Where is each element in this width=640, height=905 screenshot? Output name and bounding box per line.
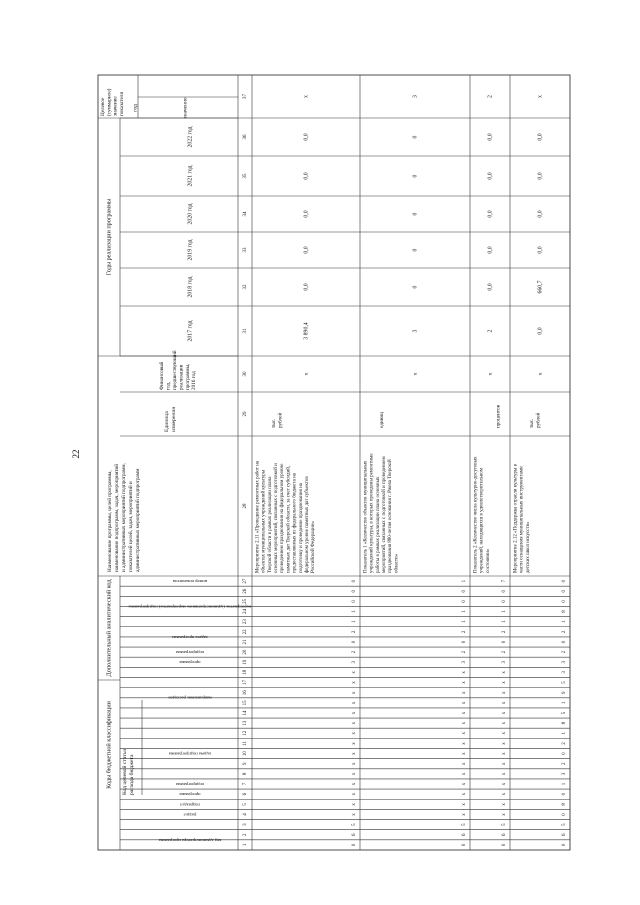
code-cell: х (502, 792, 508, 796)
row-base-value: х (537, 372, 544, 376)
row-target-value: х (537, 95, 544, 98)
code-cell: х (352, 803, 358, 806)
row-year-value: 0,0 (303, 172, 310, 180)
row-unit-line: рублей (535, 412, 542, 428)
row-year-value: 0,0 (537, 210, 544, 218)
code-cell: 0 (502, 640, 508, 644)
code-cell: 2 (462, 650, 468, 654)
column-number: 11 (243, 741, 249, 746)
row-year-value: 0,0 (303, 133, 310, 141)
year-label: 2017 год (187, 320, 194, 342)
row-name-line: Показатель 1 «Количество объектов муниципальных (363, 460, 369, 573)
header-name-line: наименование подпрограмм, задач, мероприятий (114, 463, 121, 572)
column-number: 27 (243, 578, 249, 584)
row-year-value: 0,0 (487, 210, 494, 218)
code-cell: 2 (502, 630, 508, 634)
code-cell: 2 (562, 650, 568, 654)
column-number: 12 (243, 730, 249, 736)
row-target-value: 3 (412, 95, 419, 98)
header-unit-line: Единица (164, 411, 171, 432)
code-cell: х (502, 691, 508, 694)
row-name (255, 460, 316, 573)
code-cell: 1 (352, 620, 358, 623)
header-fin-year-line: Финансовый (159, 361, 166, 390)
code-cell: х (462, 782, 468, 786)
code-cell: х (462, 721, 468, 725)
column-number: 35 (243, 173, 249, 179)
row-year-value: 0,0 (537, 327, 544, 335)
row-unit-line: рублей (277, 412, 284, 428)
header-kbk-target-line: Код целевой статьи (122, 748, 129, 795)
row-year-value: 660,7 (537, 280, 544, 294)
row-name-line: учреждений, находящихся в удовлетворительном (479, 468, 485, 573)
code-cell: х (502, 803, 508, 806)
year-label: 2021 год (187, 165, 194, 187)
row-name-line: проведением празднования на федеральном уровне (280, 463, 286, 573)
code-cell: 0 (562, 579, 568, 583)
code-cell: 2 (562, 742, 568, 745)
row-name-line: празднования 880-летия основания г. Ржева Тверской (388, 459, 394, 573)
row-year-value: 0,0 (303, 246, 310, 254)
code-cell: х (462, 742, 468, 745)
header-target-value: значение (182, 97, 189, 119)
row-base-value: х (487, 372, 494, 376)
code-header-label: направление расходов (168, 695, 212, 701)
code-cell: 1 (502, 610, 508, 613)
column-number: 14 (243, 710, 249, 716)
code-cell: 3 (562, 661, 568, 664)
code-cell: 0 (562, 813, 568, 816)
header-fin-year-line: год, (165, 381, 172, 390)
header-unit-line: измерения (171, 407, 178, 432)
column-number: 24 (243, 609, 249, 615)
row-base-value: х (303, 372, 310, 376)
code-cell: х (502, 732, 508, 735)
code-cell: 5 (462, 823, 468, 826)
row-name-line: состоянии» (485, 548, 491, 573)
row-name-line: работы в рамках реализации плана основных (375, 476, 381, 573)
code-cell: 3 (502, 661, 508, 664)
header-target-line: Целевое (100, 97, 107, 116)
header-years: Годы реализации программы (105, 198, 113, 276)
column-number: 18 (243, 669, 249, 675)
row-name-line: памятных дат Тверской области, за счет субсидий, (286, 465, 292, 573)
row-name-line: объектах муниципальных учреждений культуры (261, 469, 267, 573)
code-cell: 1 (462, 610, 468, 613)
code-cell: 5 (352, 823, 358, 826)
code-cell: х (352, 701, 358, 705)
code-cell: 1 (562, 701, 568, 705)
code-header-label: код администратора программы (158, 837, 222, 843)
code-cell: х (352, 762, 358, 765)
code-cell: 0 (462, 589, 468, 593)
column-number: 22 (243, 629, 249, 635)
header-kbk: Коды бюджетной классификации (105, 701, 113, 789)
code-cell: 3 (352, 661, 358, 664)
code-cell: х (502, 671, 508, 674)
row-year-value: 0,0 (537, 172, 544, 180)
code-cell: 0 (352, 843, 358, 847)
code-cell: 1 (562, 620, 568, 623)
code-header-label: мероприятие (административное мероприятие) подпрограммы (128, 604, 252, 610)
code-header-label: подпрограмма (175, 781, 205, 787)
code-cell: 0 (352, 579, 358, 583)
table-row (255, 95, 357, 846)
column-number: 1 (243, 843, 249, 847)
code-cell: х (462, 792, 468, 796)
code-cell: 9 (562, 691, 568, 694)
code-cell: х (462, 762, 468, 765)
row-year-value: 0 (412, 285, 419, 289)
column-number: 4 (243, 813, 249, 816)
code-cell: 1 (502, 620, 508, 623)
column-number: 26 (243, 588, 249, 594)
code-cell: х (462, 752, 468, 755)
row-unit (495, 404, 501, 428)
code-cell: х (352, 721, 358, 725)
code-cell: х (352, 742, 358, 745)
row-name-line: детских школ искусств» (525, 521, 531, 573)
column-number: 23 (243, 619, 249, 625)
column-number: 2 (243, 833, 249, 837)
code-cell: 7 (502, 579, 508, 583)
row-name-line: Мероприятие 2.11 «Проведение ремонтных работ на (255, 460, 261, 573)
header-fin-year-line: программы, (184, 363, 191, 390)
row-year-value: 0,0 (537, 246, 544, 254)
code-cell: 2 (562, 762, 568, 765)
row-year-value: 0 (412, 174, 419, 178)
column-number: 5 (243, 803, 249, 806)
code-cell: х (352, 681, 358, 684)
row-year-value: 2 (487, 329, 494, 333)
code-cell: 0 (352, 640, 358, 644)
header-name-line: административных мероприятий подпрограмм (135, 468, 142, 572)
code-header-label: подпрограмма (175, 650, 205, 656)
row-year-value: 0 (412, 212, 419, 216)
table-row (513, 95, 567, 846)
row-unit-line: тыс. (271, 418, 278, 428)
row-unit (271, 413, 283, 428)
code-cell: х (462, 813, 468, 816)
code-cell: х (352, 752, 358, 755)
code-cell: 6 (462, 833, 468, 837)
code-cell: 0 (352, 589, 358, 593)
code-cell: 3 (562, 772, 568, 776)
code-cell: 2 (352, 630, 358, 634)
code-cell: 0 (562, 843, 568, 847)
row-name-line: предоставляемых из федерального бюджета на (292, 473, 298, 573)
code-cell: 0 (352, 600, 358, 603)
code-header-label: программа (179, 792, 201, 798)
code-cell: 8 (562, 610, 568, 613)
header-kbk-target (121, 749, 135, 795)
code-cell: 2 (502, 650, 508, 654)
table-row (363, 95, 467, 846)
code-cell: 0 (462, 843, 468, 847)
row-name-line: части оснащения муниципальных инструментами (519, 466, 525, 573)
row-year-value: 0 (412, 248, 419, 252)
code-cell: 8 (562, 803, 568, 806)
column-number: 9 (243, 762, 249, 765)
column-number: 21 (243, 639, 249, 645)
row-target-value: 2 (487, 95, 494, 98)
column-number: 16 (243, 690, 249, 696)
code-cell: х (502, 681, 508, 684)
row-name (513, 463, 530, 573)
code-cell: х (502, 742, 508, 745)
row-year-value: 0,0 (487, 172, 494, 180)
code-cell: 1 (462, 579, 468, 583)
row-unit (379, 412, 385, 428)
row-name-line: области» (394, 553, 400, 573)
code-cell: 0 (502, 589, 508, 593)
table-row (473, 95, 507, 846)
row-name-line: федеральном уровне памятных дат субъектов (305, 476, 311, 573)
code-cell: х (502, 711, 508, 715)
row-year-value: 0,0 (303, 210, 310, 218)
row-name-line: основных мероприятий, связанных с подготовкой и (274, 463, 280, 573)
code-cell: 0 (562, 589, 568, 593)
column-number: 36 (243, 134, 249, 140)
row-unit (529, 413, 541, 428)
column-number: 31 (243, 328, 249, 334)
page-number: 22 (71, 449, 81, 459)
code-cell: 6 (352, 833, 358, 837)
code-header-label: программа (179, 660, 201, 666)
header-target-line: показателя (118, 92, 125, 116)
header-name (106, 463, 141, 572)
row-year-value: 0,0 (487, 133, 494, 141)
code-cell: 0 (462, 640, 468, 644)
code-cell: 0 (502, 843, 508, 847)
column-number: 25 (243, 598, 249, 604)
header-target (100, 88, 125, 116)
code-cell: х (352, 671, 358, 674)
code-cell: х (462, 701, 468, 705)
row-year-value: 3 (412, 329, 419, 333)
row-base-value: х (412, 372, 419, 376)
code-cell: х (462, 772, 468, 776)
code-header-label: задача программы (172, 634, 208, 640)
row-year-value: 0 (412, 135, 419, 139)
year-label: 2022 год (187, 126, 194, 148)
column-number: 10 (243, 751, 249, 757)
header-target-line: значение (112, 96, 119, 116)
header-fin-year-line: предшествующий (172, 350, 179, 390)
header-target-year: год (132, 104, 139, 112)
header-name-line: Наименование программы, целей программы, (107, 470, 114, 572)
code-cell: х (352, 691, 358, 694)
column-number: 29 (243, 411, 249, 417)
code-cell: 5 (502, 823, 508, 826)
code-cell: х (502, 813, 508, 816)
code-cell: 3 (562, 671, 568, 674)
year-label: 2019 год (187, 239, 194, 261)
column-number: 28 (243, 503, 249, 509)
code-cell: 0 (562, 600, 568, 603)
code-cell: х (502, 762, 508, 765)
column-number: 17 (243, 680, 249, 686)
code-header-label: номер показателя (172, 579, 208, 585)
row-name-line: подготовку и проведение празднования на (298, 482, 304, 573)
code-cell: х (462, 732, 468, 735)
row-unit-line: процентов (495, 404, 502, 428)
code-cell: 8 (562, 721, 568, 725)
code-cell: х (502, 701, 508, 705)
code-cell: х (462, 711, 468, 715)
code-cell: х (502, 772, 508, 776)
code-cell: 6 (502, 833, 508, 837)
code-cell: 1 (562, 732, 568, 735)
code-cell: х (502, 721, 508, 725)
code-header-label: раздел (183, 812, 197, 818)
code-cell: 6 (562, 833, 568, 837)
code-cell: х (352, 711, 358, 715)
column-number: 37 (243, 94, 249, 99)
code-cell: х (352, 782, 358, 786)
row-name (363, 453, 399, 573)
column-number: 20 (243, 649, 249, 655)
row-target-value: х (303, 95, 310, 98)
row-name-line: учреждений культуры, в которых проведены ремонтные (369, 453, 375, 573)
code-cell: х (352, 813, 358, 816)
code-cell: 5 (562, 681, 568, 684)
code-header-label: подраздел (180, 802, 200, 808)
year-label: 2020 год (187, 203, 194, 225)
column-number: 32 (243, 284, 249, 290)
code-cell: х (352, 772, 358, 776)
code-cell: 1 (462, 620, 468, 623)
header-kbk-target-line: расхода бюджета (129, 754, 136, 795)
row-name-line: Российской Федерации» (311, 520, 317, 573)
code-cell: 2 (352, 650, 358, 654)
code-cell: х (462, 691, 468, 694)
code-cell: 5 (562, 823, 568, 826)
code-cell: х (462, 681, 468, 684)
code-cell: х (502, 752, 508, 755)
header-target-line: (суммарное) (106, 88, 113, 116)
header-fin-year-line: реализации (178, 364, 185, 390)
column-number: 8 (243, 772, 249, 776)
row-name-line: мероприятий, связанных с подготовкой и проведением (382, 456, 388, 573)
code-cell: 0 (502, 600, 508, 603)
row-name-line: Тверской области в рамках реализации плана (267, 476, 273, 573)
code-header-label: задача подпрограммы (168, 751, 212, 757)
header-name-line: и административных мероприятий подпрограмм, (121, 463, 128, 572)
column-number: 30 (243, 371, 249, 377)
row-year-value: 3 890,4 (303, 322, 310, 340)
year-label: 2018 год (187, 276, 194, 298)
code-cell: 0 (562, 752, 568, 755)
column-number: 34 (243, 211, 249, 217)
column-number: 6 (243, 792, 249, 796)
code-cell: 2 (562, 630, 568, 634)
code-cell: 0 (462, 600, 468, 603)
row-year-value: 0,0 (487, 246, 494, 254)
header-fin-year-line: 2016 год (191, 371, 198, 390)
header-name-line: показателей целей, задач, мероприятий и (128, 481, 135, 572)
row-year-value: 0,0 (303, 283, 310, 291)
row-unit-line: единиц (379, 412, 386, 428)
table-frame (98, 75, 570, 850)
row-year-value: 0,0 (537, 133, 544, 141)
column-number: 33 (243, 247, 249, 253)
code-cell: 0 (562, 640, 568, 644)
column-number: 15 (243, 700, 249, 706)
code-cell: 0 (562, 792, 568, 796)
code-cell: 1 (352, 610, 358, 613)
code-cell: х (462, 803, 468, 806)
code-cell: 5 (562, 711, 568, 715)
header-dop: Дополнительный аналитический код (105, 579, 113, 677)
row-year-value: 0,0 (487, 283, 494, 291)
code-cell: 3 (462, 661, 468, 664)
code-cell: х (462, 671, 468, 674)
row-unit-line: тыс. (529, 418, 536, 428)
column-number: 3 (243, 823, 249, 826)
column-number: 19 (243, 659, 249, 665)
code-cell: х (352, 732, 358, 735)
header-unit (164, 407, 177, 432)
column-number: 13 (243, 720, 249, 726)
code-cell: 1 (562, 782, 568, 786)
row-name-line: Показатель 2 «Количество числа культурно-досуговых (473, 456, 479, 573)
column-number: 7 (243, 782, 249, 786)
code-cell: х (352, 792, 358, 796)
row-name-line: Мероприятие 2.12 «Поддержка отрасли культуры в (513, 464, 519, 573)
row-name (473, 456, 490, 573)
code-cell: 2 (462, 630, 468, 634)
code-cell: х (502, 782, 508, 786)
